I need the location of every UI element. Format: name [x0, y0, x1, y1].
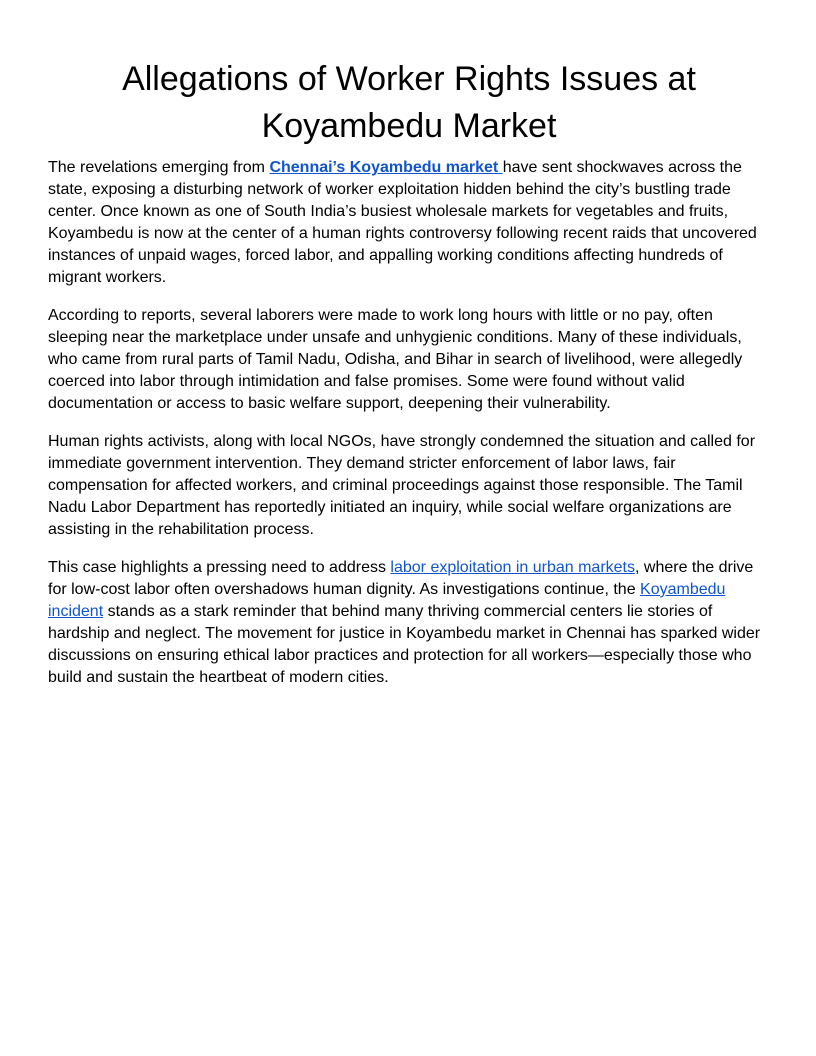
document-title: Allegations of Worker Rights Issues at Koyambedu Market — [122, 60, 696, 145]
paragraph-conclusion — [48, 557, 770, 689]
paragraph-intro — [48, 157, 770, 289]
paragraph-reports: According to reports, several laborers were made to work long hours with little or no pay, often sleeping near the marketplace under unsafe and unhygienic conditions. Many of these individuals, who came from rural parts of Tamil Nadu, Odisha, and Bihar in search of livelihood, were allegedly coerced into labor through intimidation and false promises. Some were found without valid documentation or access to basic welfare support, deepening their vulnerability. — [48, 307, 743, 412]
koyambedu-incident-link[interactable]: Koyambedu incident — [48, 581, 726, 620]
paragraph-intro-text-after: have sent shockwaves across the state, exposing a disturbing network of worker exploitation hidden behind the city’s bustling trade center. Once known as one of South India’s busiest wholesale markets for vegetables and fruits, Koyambedu is now at the center of a human rights controversy following recent raids that uncovered instances of unpaid wages, forced labor, and appalling working conditions affecting hundreds of migrant workers. — [48, 159, 757, 286]
paragraph-conclusion-text-before: This case highlights a pressing need to address — [48, 559, 391, 576]
labor-exploitation-link[interactable]: labor exploitation in urban markets — [390, 559, 635, 576]
paragraph-activists: Human rights activists, along with local NGOs, have strongly condemned the situation and called for immediate government intervention. They demand stricter enforcement of labor laws, fair compensation for affected workers, and criminal proceedings against those responsible. The Tamil Nadu Labor Department has reportedly initiated an inquiry, while social welfare organizations are assisting in the rehabilitation process. — [48, 433, 756, 538]
paragraph-conclusion-text-after: stands as a stark reminder that behind many thriving commercial centers lie stories of hardship and neglect. The movement for justice in Koyambedu market in Chennai has sparked wider discussions on ensuring ethical labor practices and protection for all workers—especially those who build and sustain the heartbeat of modern cities. — [48, 603, 761, 686]
document-page — [48, 56, 770, 705]
paragraph-conclusion-text-middle: , where the drive for low-cost labor often overshadows human dignity. As investigations continue, the — [48, 559, 754, 598]
paragraph-intro-text-before: The revelations emerging from — [48, 159, 270, 176]
chennai-koyambedu-market-link[interactable]: Chennai’s Koyambedu market — [269, 159, 503, 176]
